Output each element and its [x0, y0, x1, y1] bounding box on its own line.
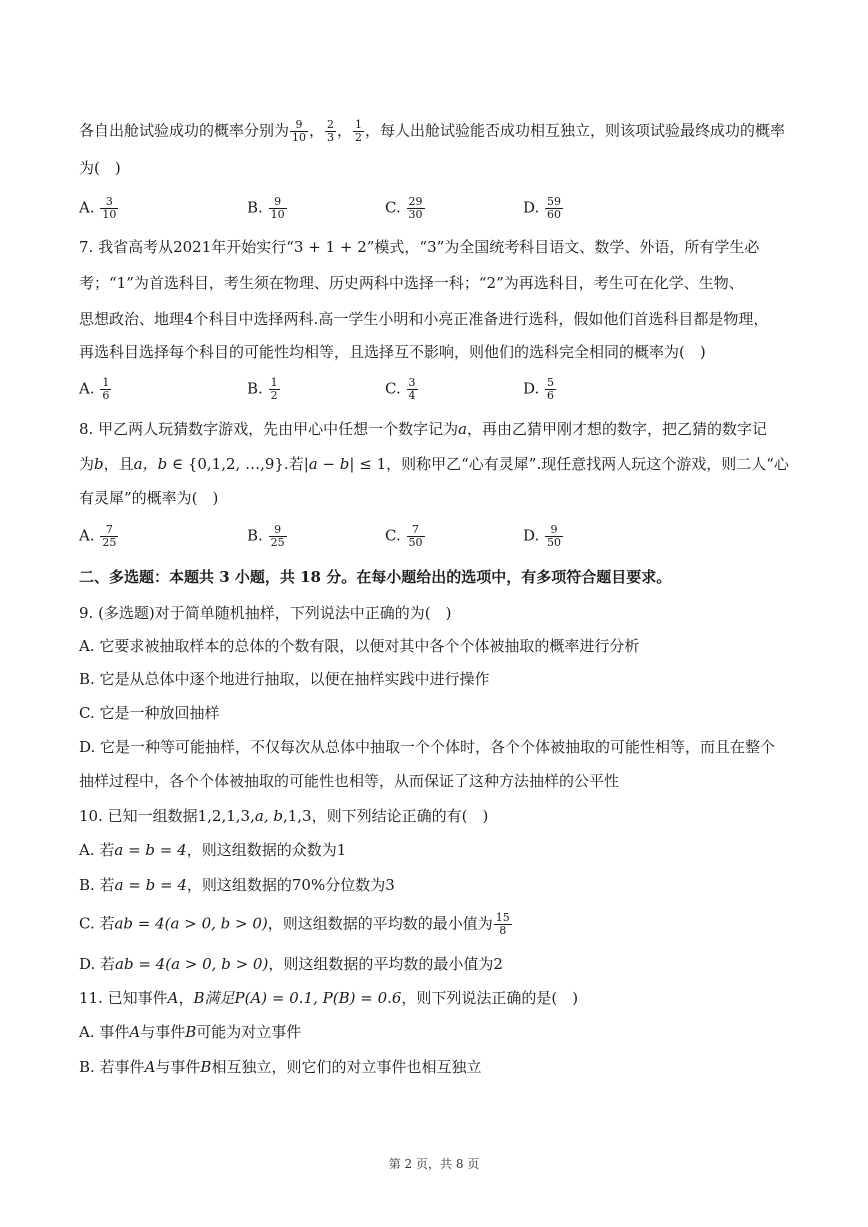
q11-stem: 11. 已知事件A，B满足P(A) = 0.1, P(B) = 0.6，则下列说法正确的是( ) [79, 989, 579, 1007]
q7-line-2: 考；“1”为首选科目，考生须在物理、历史两科中选择一科；“2”为再选科目，考生可在化学、生物、 [79, 274, 744, 292]
q10-option-a: A. 若a = b = 4，则这组数据的众数为1 [79, 841, 347, 859]
q10-option-b: B. 若a = b = 4，则这组数据的70%分位数为3 [79, 876, 395, 894]
q9-option-d-line-1: D. 它是一种等可能抽样，不仅每次从总体中抽取一个个体时，各个个体被抽取的可能性相等，而且在整个 [79, 738, 776, 756]
q6-line-2: 为( ) [79, 159, 121, 177]
q8-option-c: C. $\frac{7}{50}$ [385, 523, 423, 549]
q8-option-d: D. $\frac{9}{50}$ [523, 523, 562, 549]
q9-option-c: C. 它是一种放回抽样 [79, 704, 220, 722]
q11-option-b: B. 若事件A与事件B相互独立，则它们的对立事件也相互独立 [79, 1058, 482, 1076]
q6-line-1: 各自出舱试验成功的概率分别为 $\frac{9}{10}$ ， $\frac{2}{3}$ ， $\frac{1}{2}$ ，每人出舱试验能否成功相互独立，则该项试验最终成功的概率 [79, 118, 786, 144]
q6-option-d: D. $\frac{59}{60}$ [523, 195, 562, 221]
q8-option-a: A. $\frac{7}{25}$ [79, 523, 117, 549]
q6-option-c: C. $\frac{29}{30}$ [385, 195, 423, 221]
q8-line-1: 8. 甲乙两人玩猜数字游戏，先由甲心中任想一个数字记为a，再由乙猜甲刚才想的数字，把乙猜的数字记 [79, 420, 768, 438]
fraction: $\frac{2}{3}$ [327, 118, 335, 144]
q10-option-c: C. 若ab = 4(a > 0, b > 0)，则这组数据的平均数的最小值为 $\frac{15}{8}$ [79, 911, 510, 937]
q8-line-2: 为b，且a，b ∈ {0,1,2, …,9}.若|a − b| ≤ 1，则称甲乙“心有灵犀”.现任意找两人玩这个游戏，则二人“心 [79, 455, 789, 473]
q7-option-d: D. $\frac{5}{6}$ [523, 376, 555, 402]
fraction: $\frac{15}{8}$ [495, 911, 510, 937]
fraction: $\frac{1}{2}$ [355, 118, 363, 144]
q8-option-b: B. $\frac{9}{25}$ [247, 523, 285, 549]
page-footer: 第 2 页，共 8 页 [388, 1157, 480, 1171]
q9-option-d-line-2: 抽样过程中，各个个体被抽取的可能性也相等，从而保证了这种方法抽样的公平性 [79, 772, 620, 790]
q10-option-d: D. 若ab = 4(a > 0, b > 0)，则这组数据的平均数的最小值为2 [79, 955, 503, 973]
q9-option-a: A. 它要求被抽取样本的总体的个数有限，以便对其中各个个体被抽取的概率进行分析 [79, 637, 640, 655]
q9-stem: 9. (多选题)对于简单随机抽样，下列说法中正确的为( ) [79, 604, 452, 622]
q7-line-3: 思想政治、地理4个科目中选择两科.高一学生小明和小亮正准备进行选科，假如他们首选科目都是物理， [79, 310, 769, 328]
q7-option-c: C. $\frac{3}{4}$ [385, 376, 416, 402]
q7-line-4: 再选科目选择每个科目的可能性均相等，且选择互不影响，则他们的选科完全相同的概率为( ) [79, 343, 706, 361]
q9-option-b: B. 它是从总体中逐个地进行抽取，以便在抽样实践中进行操作 [79, 670, 490, 688]
q8-line-3: 有灵犀”的概率为( ) [79, 489, 219, 507]
q7-option-a: A. $\frac{1}{6}$ [79, 376, 110, 402]
q6-option-a: A. $\frac{3}{10}$ [79, 195, 117, 221]
q11-option-a: A. 事件A与事件B可能为对立事件 [79, 1023, 302, 1041]
fraction: $\frac{9}{10}$ [292, 118, 307, 144]
q6-option-b: B. $\frac{9}{10}$ [247, 195, 285, 221]
q10-stem: 10. 已知一组数据1,2,1,3,a, b,1,3，则下列结论正确的有( ) [79, 807, 489, 825]
q6-text: 各自出舱试验成功的概率分别为 [79, 121, 290, 140]
section-heading: 二、多选题：本题共 3 小题，共 18 分。在每小题给出的选项中，有多项符合题目要求。 [79, 568, 672, 586]
q7-option-b: B. $\frac{1}{2}$ [247, 376, 278, 402]
q7-line-1: 7. 我省高考从2021年开始实行“3 + 1 + 2”模式，“3”为全国统考科目语文、数学、外语，所有学生必 [79, 238, 760, 256]
